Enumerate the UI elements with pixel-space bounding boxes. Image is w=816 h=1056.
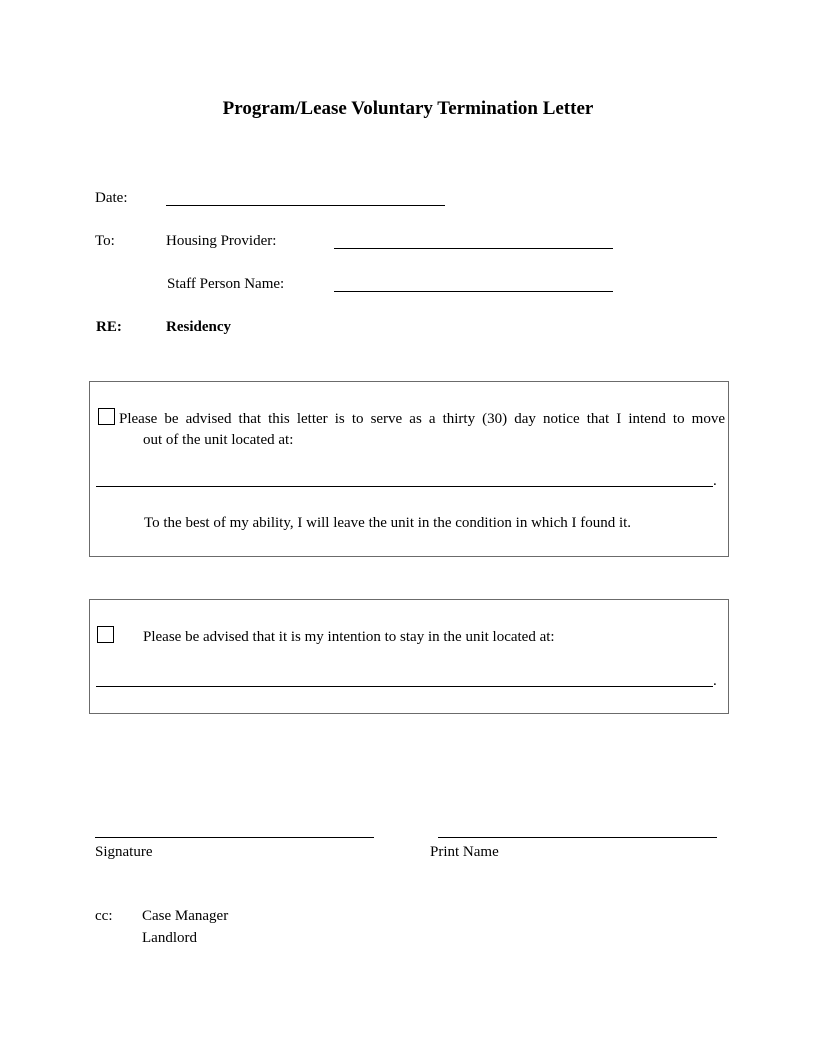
re-value: Residency (166, 319, 231, 335)
cc-label: cc: (95, 908, 113, 924)
date-label: Date: (95, 190, 128, 206)
staff-person-label: Staff Person Name: (167, 276, 285, 292)
move-out-checkbox[interactable] (98, 408, 115, 425)
housing-provider-field-line[interactable] (334, 248, 613, 249)
cc-recipient-case-manager: Case Manager (142, 908, 229, 924)
staff-person-field-line[interactable] (334, 291, 613, 292)
stay-address-period: . (713, 673, 717, 689)
move-out-notice-box (89, 381, 729, 557)
condition-statement: To the best of my ability, I will leave the unit in the condition in which I found it. (144, 515, 632, 531)
re-label: RE: (96, 319, 122, 335)
to-label: To: (95, 233, 115, 249)
stay-notice-box (89, 599, 729, 714)
print-name-field-line[interactable] (438, 837, 717, 838)
move-out-notice-line1: Please be advised that this letter is to serve as a thirty (30) day notice that I intend to move (119, 411, 725, 427)
print-name-label: Print Name (430, 844, 499, 860)
move-out-notice-line2: out of the unit located at: (143, 432, 294, 448)
cc-recipient-landlord: Landlord (142, 930, 197, 946)
move-out-address-line[interactable] (96, 486, 713, 487)
stay-notice-text: Please be advised that it is my intention to stay in the unit located at: (143, 629, 555, 645)
signature-field-line[interactable] (95, 837, 374, 838)
housing-provider-label: Housing Provider: (166, 233, 277, 249)
stay-checkbox[interactable] (97, 626, 114, 643)
stay-address-line[interactable] (96, 686, 713, 687)
signature-label: Signature (95, 844, 153, 860)
move-out-address-period: . (713, 473, 717, 489)
page-title: Program/Lease Voluntary Termination Letter (222, 98, 594, 119)
date-field-line[interactable] (166, 205, 445, 206)
